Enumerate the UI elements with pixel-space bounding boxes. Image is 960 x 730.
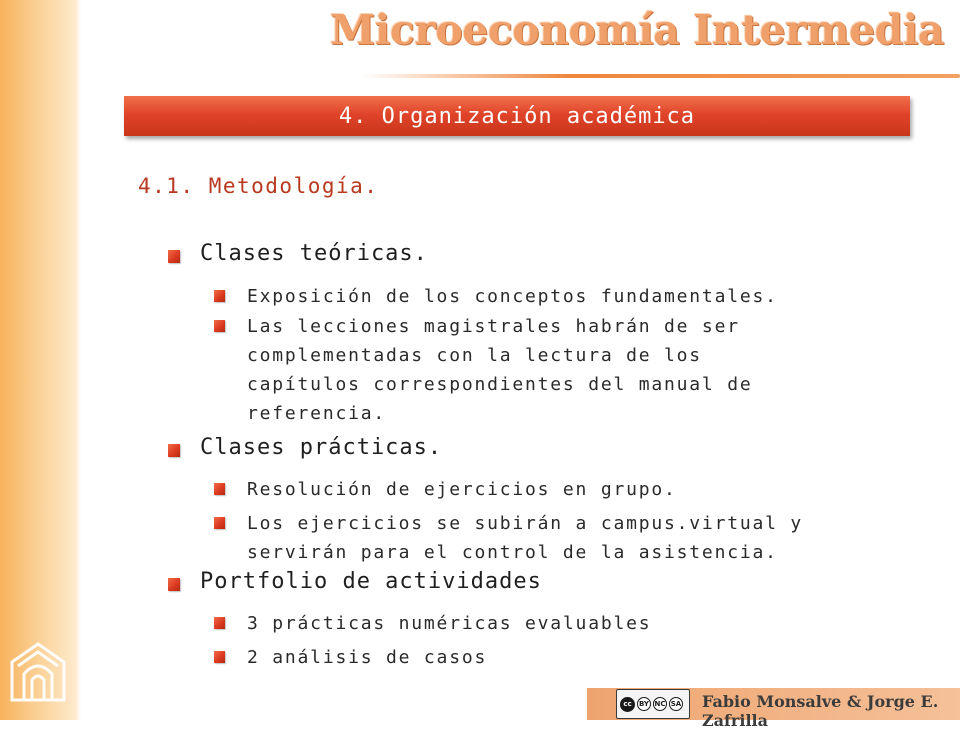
list-item xyxy=(247,475,677,504)
list-item xyxy=(247,282,778,311)
authors-credit: Fabio Monsalve & Jorge E. Zafrilla xyxy=(702,692,939,730)
university-crest-icon xyxy=(4,640,72,708)
list-item-line: 2 análisis de casos xyxy=(247,647,488,668)
square-bullet-icon xyxy=(168,578,180,591)
list-item-heading: Clases prácticas. xyxy=(200,435,443,460)
list-item-line: Exposición de los conceptos fundamentales. xyxy=(247,286,778,307)
course-title: Microeconomía Intermedia xyxy=(329,6,944,54)
license-nc-icon: NC xyxy=(653,697,667,711)
license-sa-icon: SA xyxy=(669,697,683,711)
list-item-line: capítulos correspondientes del manual de xyxy=(247,374,753,395)
list-item xyxy=(247,643,487,672)
section-banner-title: 4. Organización académica xyxy=(338,103,696,129)
list-item-line: complementadas con la lectura de los xyxy=(247,345,702,366)
list-item-line: 3 prácticas numéricas evaluables xyxy=(247,613,652,634)
list-item-line: referencia. xyxy=(247,403,387,424)
subsection-heading: 4.1. Metodología. xyxy=(138,174,379,198)
creative-commons-badge xyxy=(616,689,690,719)
square-bullet-icon xyxy=(214,320,225,332)
left-decorative-band xyxy=(0,0,75,720)
square-bullet-icon xyxy=(214,517,225,529)
list-item-heading: Portfolio de actividades xyxy=(200,569,542,594)
square-bullet-icon xyxy=(214,617,225,629)
license-by-icon: BY xyxy=(637,697,651,711)
list-item-line: servirán para el control de la asistencia. xyxy=(247,542,778,563)
header-divider xyxy=(360,74,960,78)
square-bullet-icon xyxy=(214,651,225,663)
list-item-line: Los ejercicios se subirán a campus.virtual y xyxy=(247,513,804,534)
square-bullet-icon xyxy=(168,250,180,263)
square-bullet-icon xyxy=(214,483,225,495)
square-bullet-icon xyxy=(168,444,180,457)
list-item-line: Resolución de ejercicios en grupo. xyxy=(247,479,677,500)
cc-icon: cc xyxy=(620,697,635,712)
list-item xyxy=(247,609,651,638)
list-item xyxy=(247,509,803,567)
section-banner xyxy=(124,96,910,136)
list-item xyxy=(247,312,752,428)
left-band-fade xyxy=(75,0,81,720)
square-bullet-icon xyxy=(214,290,225,302)
list-item-line: Las lecciones magistrales habrán de ser xyxy=(247,316,740,337)
list-item-heading: Clases teóricas. xyxy=(200,241,428,266)
